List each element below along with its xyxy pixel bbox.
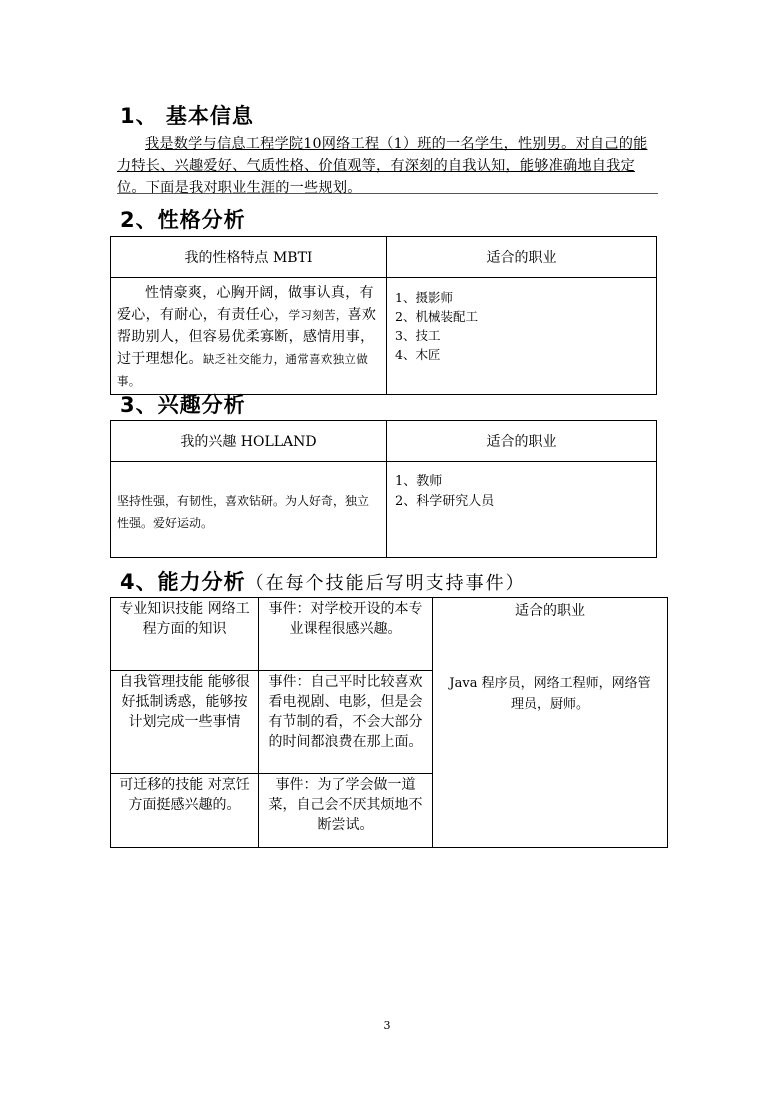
interest-header: 我的兴趣 HOLLAND: [111, 421, 387, 462]
section-2-heading: 2、性格分析: [120, 208, 246, 232]
job-item: 1、教师: [395, 474, 443, 489]
traits-text-2: 喜欢帮助别人，但容易优柔寡断，感情用事，过于理想化。: [117, 307, 377, 367]
interest-header-jobs: 适合的职业: [387, 421, 657, 462]
interest-jobs-cell: [387, 462, 657, 558]
page-number: 3: [383, 1019, 391, 1032]
personality-table: [110, 236, 657, 395]
personality-header-jobs: 适合的职业: [387, 237, 657, 278]
interest-table: [110, 420, 657, 558]
traits-text-small-2: 缺乏社交能力，通常喜欢独立做事。: [117, 352, 369, 388]
job-item: 4、木匠: [395, 347, 441, 362]
interest-text-cell: 坚持性强，有韧性，喜欢钻研。为人好奇，独立性强。爱好运动。: [111, 462, 387, 558]
section-4-note: （在每个技能后写明支持事件）: [245, 573, 526, 594]
section-4-heading: [120, 566, 526, 596]
ability-jobs-title: 适合的职业: [515, 603, 585, 619]
personality-traits-cell: [111, 278, 387, 395]
divider: [117, 193, 658, 194]
section-4-title: 4、能力分析: [120, 570, 246, 594]
job-item: 2、科学研究人员: [395, 494, 495, 509]
skill-cell: 可迁移的技能 对烹饪方面挺感兴趣的。: [111, 774, 259, 848]
job-item: 2、机械装配工: [395, 309, 478, 324]
section-3-heading: 3、兴趣分析: [120, 393, 246, 417]
personality-jobs-cell: [387, 278, 657, 395]
traits-text: 性情豪爽，心胸开阔，做事认真，有爱心，有耐心，有责任心，: [117, 285, 374, 323]
event-cell: 事件：对学校开设的本专业课程很感兴趣。: [259, 598, 433, 671]
event-cell: 事件：自己平时比较喜欢看电视剧、电影，但是会有节制的看，不会大部分的时间都浪费在那上面。: [259, 671, 433, 774]
ability-table: [110, 597, 668, 848]
section-1-heading: 1、 基本信息: [120, 104, 254, 128]
event-cell: 事件：为了学会做一道菜，自己会不厌其烦地不断尝试。: [259, 774, 433, 848]
job-item: 1、摄影师: [395, 290, 453, 305]
job-item: 3、技工: [395, 328, 441, 343]
traits-text-small: 学习刻苦，: [288, 308, 348, 322]
basic-info-text: 我是数学与信息工程学院10网络工程（1）班的一名学生，性别男。对自己的能力特长、兴趣爱好、气质性格、价值观等，有深刻的自我认知，能够准确地自我定位。下面是我对职业生涯的一些规划。: [117, 136, 648, 196]
skill-cell: 专业知识技能 网络工程方面的知识: [111, 598, 259, 671]
ability-jobs-cell: [433, 598, 668, 848]
personality-header-traits: 我的性格特点 MBTI: [111, 237, 387, 278]
skill-cell: 自我管理技能 能够很好抵制诱惑，能够按计划完成一些事情: [111, 671, 259, 774]
ability-jobs-text: Java 程序员，网络工程师，网络管理员，厨师。: [449, 676, 651, 712]
